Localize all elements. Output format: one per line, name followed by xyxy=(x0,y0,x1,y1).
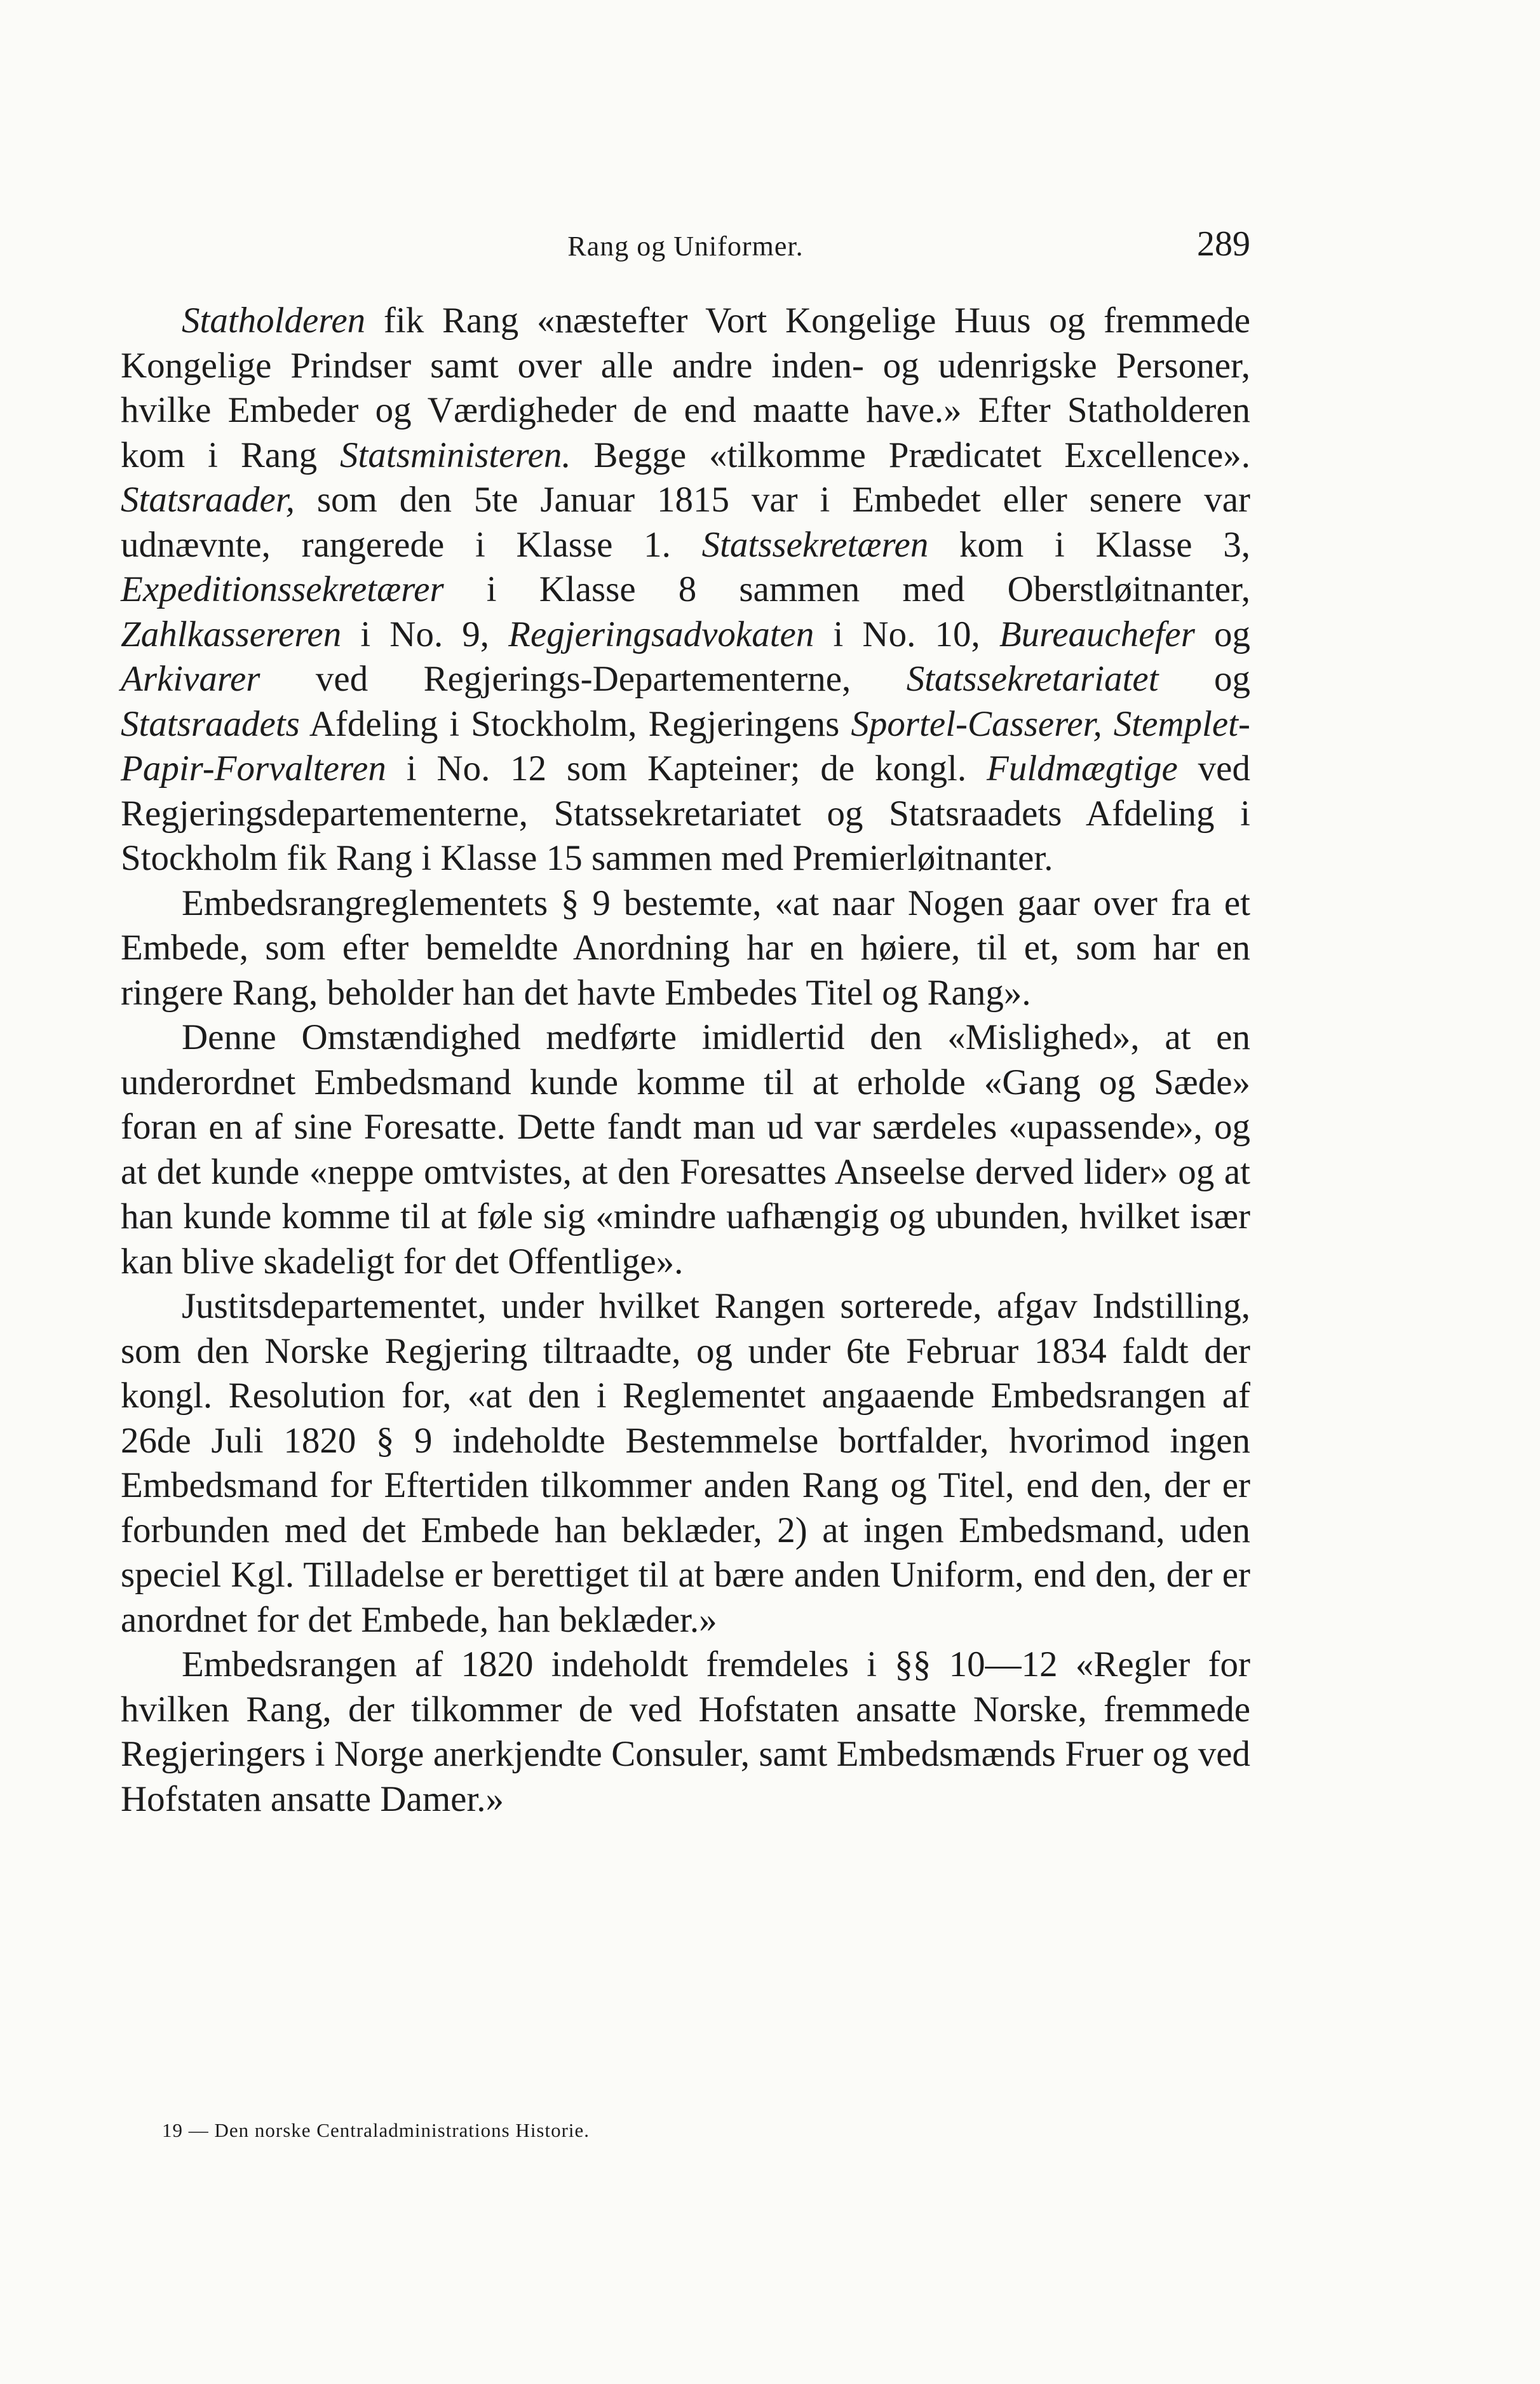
text-run: i No. 10, xyxy=(814,614,999,654)
text-run: ved Regjerings-Departementerne, xyxy=(260,659,907,699)
text-run: Afdeling i Stockholm, Regjeringens xyxy=(299,703,851,744)
body-text xyxy=(121,299,1250,1822)
text-run: Denne Omstændighed medførte imidlertid den «Mislighed», at en underordnet Embedsmand kunde komme til at erholde «Gang og Sæde» foran en af sine Foresatte. Dette fandt man ud var særdeles «upassende», og at det kunde «neppe omtvistes, at den Foresattes Anseelse derved lider» og at han kunde komme til at føle sig «mindre uafhængig og ubunden, hvilket især kan blive skadeligt for det Offentlige». xyxy=(121,1017,1250,1282)
italic-term: Statsraadets xyxy=(121,703,300,744)
paragraph xyxy=(121,1284,1250,1642)
text-run: fik Rang «næstefter Vort Kongelige Huus og fremmede Kongelige Prindser samt over alle andre inden- og udenrigske Personer, hvilke Embeder og Værdigheder de end maatte have.» Efter Statholderen kom i Rang xyxy=(121,301,1250,475)
text-run: i No. 12 som Kapteiner; de kongl. xyxy=(386,748,987,789)
text-run: i Klasse 8 sammen med Oberstløitnanter, xyxy=(443,569,1250,609)
paragraph xyxy=(121,1015,1250,1284)
italic-term: Bureauchefer xyxy=(999,614,1195,654)
text-run: ved Regjeringsdepartementerne, Statssekretariatet og Statsraadets Afdeling i Stockholm fik Rang i Klasse 15 sammen med Premierløitnanter. xyxy=(121,748,1250,878)
italic-term: Statssekretariatet xyxy=(906,659,1159,699)
italic-term: Statsraader, xyxy=(121,480,295,520)
text-run: Justitsdepartementet, under hvilket Rangen sorterede, afgav Indstilling, som den Norske Regjering tiltraadte, og under 6te Februar 1834 faldt der kongl. Resolution for, «at den i Reglementet angaaende Embedsrangen af 26de Juli 1820 § 9 indeholdte Bestemmelse bortfalder, hvorimod ingen Embedsmand for Eftertiden tilkommer anden Rang og Titel, end den, der er forbunden med det Embede han beklæder, 2) at ingen Embedsmand, uden speciel Kgl. Tilladelse er berettiget til at bære anden Uniform, end den, der er anordnet for det Embede, han beklæder.» xyxy=(121,1286,1250,1640)
italic-term: Statssekretæren xyxy=(701,524,929,565)
text-run: Embedsrangreglementets § 9 bestemte, «at naar Nogen gaar over fra et Embede, som efter bemeldte Anordning har en høiere, til et, som har en ringere Rang, beholder han det havte Embedes Titel og Rang». xyxy=(121,883,1250,1013)
text-run: kom i Klasse 3, xyxy=(928,524,1250,565)
italic-term: Regjeringsadvokaten xyxy=(508,614,814,654)
page-number: 289 xyxy=(1197,224,1250,264)
italic-term: Statholderen xyxy=(182,301,366,341)
paragraph xyxy=(121,881,1250,1016)
footer-signature: 19 — Den norske Centraladministrations Historie. xyxy=(162,2119,590,2141)
italic-term: Fuldmægtige xyxy=(987,748,1178,789)
text-run: Embedsrangen af 1820 indeholdt fremdeles i §§ 10—12 «Regler for hvilken Rang, der tilkommer de ved Hofstaten ansatte Norske, fremmede Regjeringers i Norge anerkjendte Consuler, samt Embedsmænds Fruer og ved Hofstaten ansatte Damer.» xyxy=(121,1644,1250,1819)
text-run: som den 5te Januar 1815 var i Embedet eller senere var udnævnte, rangerede i Klasse 1. xyxy=(121,480,1250,565)
text-run: og xyxy=(1194,614,1251,654)
text-run: og xyxy=(1158,659,1250,699)
italic-term: Sportel-Casserer, Stemplet-Papir-Forvalteren xyxy=(121,703,1250,789)
italic-term: Statsministeren. xyxy=(340,435,571,475)
paragraph xyxy=(121,299,1250,881)
text-run: Begge «tilkomme Prædicatet Excellence». xyxy=(571,435,1250,475)
text-run: i No. 9, xyxy=(341,614,509,654)
paragraph xyxy=(121,1642,1250,1822)
running-title: Rang og Uniformer. xyxy=(567,231,804,262)
italic-term: Expeditionssekretærer xyxy=(121,569,444,609)
italic-term: Zahlkassereren xyxy=(121,614,342,654)
running-head xyxy=(121,224,1250,281)
italic-term: Arkivarer xyxy=(121,659,260,699)
